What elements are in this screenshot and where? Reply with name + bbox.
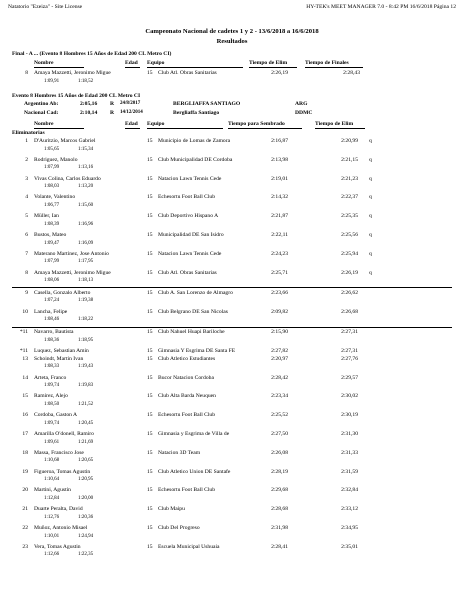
row-age: 15 <box>147 468 153 475</box>
final-col-underline <box>249 67 297 68</box>
row-name: Arteta, Franco <box>34 374 67 381</box>
row-split-1: 1:07,99 <box>44 165 60 171</box>
row-split-1: 1:09,74 <box>44 383 60 389</box>
event-col-underline <box>228 128 302 129</box>
row-age: 15 <box>147 308 153 315</box>
row-pos: *11 <box>19 347 28 354</box>
event-title: Evento 8 Hombres 15 Años de Edad 200 CL Metro CI <box>12 93 141 99</box>
row-split-2: 1:13,20 <box>78 184 94 190</box>
row-elim: 2:21,15 <box>341 156 358 163</box>
row-age: 15 <box>147 543 153 550</box>
row-split-1: 1:10,68 <box>44 458 60 464</box>
row-split-2: 1:18,95 <box>78 337 94 343</box>
row-elim: 2:21,23 <box>341 175 358 182</box>
row-split-2: 1:15,60 <box>78 202 94 208</box>
row-name: Amaya Mazzetti, Jeronimo Migue <box>34 70 111 76</box>
row-final: 2:28,43 <box>343 70 360 76</box>
row-pos: 19 <box>22 468 28 475</box>
row-split-2: 1:18,22 <box>78 317 94 323</box>
row-pos: 18 <box>22 449 28 456</box>
row-pos: 10 <box>22 308 28 315</box>
row-split-1: 1:09,61 <box>44 439 60 445</box>
row-pos: 7 <box>25 250 28 257</box>
row-split-1: 1:08,46 <box>44 317 60 323</box>
row-name: Volante, Valentino <box>34 194 76 201</box>
row-name: Vera, Tomas Agustin <box>34 543 81 550</box>
row-age: 15 <box>147 269 153 276</box>
row-seed: 2:26,08 <box>271 449 288 456</box>
row-age: 15 <box>147 506 153 513</box>
row-team: Club Nahuel Huapi Bariloche <box>158 329 225 335</box>
row-age: 15 <box>147 138 153 144</box>
row-elim: 2:25,94 <box>341 250 358 257</box>
row-name: Cordoba, Gaston A <box>34 412 78 419</box>
row-elim: 2:22,37 <box>341 194 358 201</box>
row-elim: 2:26,19 <box>341 269 358 276</box>
event-col-underline <box>125 128 140 129</box>
row-team: Club Deportivo Hispano A <box>158 213 219 220</box>
final-col-team: Equipo <box>147 60 165 66</box>
row-split-1: 1:09,91 <box>44 79 60 84</box>
row-pos: 6 <box>25 232 28 238</box>
row-seed: 2:28,68 <box>271 506 288 513</box>
row-team: Natacion Lawn Tennis Cede <box>158 250 222 257</box>
row-seed: 2:23,34 <box>271 393 288 400</box>
event-col-team: Equipo <box>147 121 165 127</box>
row-team: Club Atl. Obras Sanitarias <box>158 70 217 76</box>
row-qualifier: q <box>369 250 372 257</box>
row-age: 15 <box>147 393 153 400</box>
record-date: 24/8/2017 <box>120 101 141 106</box>
row-split-2: 1:19,83 <box>78 383 94 389</box>
row-pos: 8 <box>25 70 28 76</box>
row-pos: 21 <box>22 506 28 513</box>
final-col-name: Nombre <box>34 60 54 66</box>
row-team: Echesortu Foot Ball Club <box>158 412 216 419</box>
row-elim: 2:30,02 <box>341 393 358 400</box>
row-elim: 2:33,12 <box>341 506 358 513</box>
event-col-underline <box>147 128 223 129</box>
record-flag: R <box>110 110 115 116</box>
row-elim: 2:30,19 <box>341 412 358 419</box>
row-seed: 2:25,71 <box>271 269 288 276</box>
row-pos: 8 <box>25 269 28 276</box>
row-pos: 20 <box>22 487 28 494</box>
row-split-1: 1:12,84 <box>44 495 60 501</box>
event-col-age: Edad <box>125 121 138 127</box>
row-split-2: 1:20,95 <box>78 477 94 483</box>
row-split-1: 1:12,76 <box>44 514 60 520</box>
row-name: Navarro, Bautista <box>34 329 74 335</box>
event-col-name: Nombre <box>34 121 54 127</box>
row-name: D'Auritzio, Marcos Gabriel <box>34 138 96 144</box>
row-pos: 23 <box>22 543 28 550</box>
row-pos: 15 <box>22 393 28 400</box>
row-age: 15 <box>147 213 153 220</box>
row-team: Bucor Natacion Cordoba <box>158 374 214 381</box>
row-name: Muñoz, Antonio Misael <box>34 525 88 531</box>
row-split-1: 1:08,03 <box>44 184 60 190</box>
row-split-1: 1:05,65 <box>44 146 60 152</box>
row-team: Club Belgrano DE San Nicolas <box>158 308 228 315</box>
row-name: Casella, Gonzalo Alberto <box>34 289 91 296</box>
event-col-underline <box>34 128 84 129</box>
row-split-1: 1:10,01 <box>44 533 60 539</box>
row-elim: 2:26,19 <box>271 70 288 76</box>
row-seed: 2:25,52 <box>271 412 288 419</box>
row-split-2: 1:16,09 <box>78 240 94 246</box>
row-seed: 2:29,68 <box>271 487 288 494</box>
final-title: Final - A ... (Evento 8 Hombres 15 Años de Edad 200 CL Metro CI) <box>12 51 172 57</box>
row-split-1: 1:08,50 <box>44 401 60 407</box>
row-name: Materano Martinez, Jose Antonio <box>34 250 109 257</box>
row-pos: 13 <box>22 355 28 362</box>
row-split-1: 1:09,47 <box>44 240 60 246</box>
row-elim: 2:27,31 <box>341 347 358 354</box>
results-title: Resultados <box>216 38 248 45</box>
row-qualifier: q <box>369 194 372 201</box>
row-age: 15 <box>147 329 153 335</box>
row-separator <box>12 287 452 288</box>
row-seed: 2:09,82 <box>271 308 288 315</box>
row-seed: 2:23,66 <box>271 289 288 296</box>
row-seed: 2:28,42 <box>271 374 288 381</box>
row-qualifier: q <box>369 232 372 238</box>
row-age: 15 <box>147 289 153 296</box>
row-split-1: 1:08,36 <box>44 337 60 343</box>
final-col-elim: Tiempo de Elim <box>249 60 288 66</box>
row-split-2: 1:18,13 <box>78 278 94 284</box>
row-qualifier: q <box>369 213 372 220</box>
row-team: Club Alta Barda Neuquen <box>158 393 216 400</box>
row-team: Echesortu Foot Ball Club <box>158 194 216 201</box>
final-col-underline <box>147 67 243 68</box>
final-col-age: Edad <box>125 60 138 66</box>
row-name: Martini, Agustin <box>34 487 71 494</box>
row-team: Club Maipu <box>158 506 185 513</box>
row-pos: 22 <box>22 525 28 531</box>
section-heading: Eliminatorias <box>12 130 45 136</box>
row-seed: 2:27,50 <box>271 431 288 437</box>
row-age: 15 <box>147 355 153 362</box>
record-name: Bergliaffa Santiago <box>173 110 220 116</box>
row-elim: 2:26,62 <box>341 289 358 296</box>
row-elim: 2:34,95 <box>341 525 358 531</box>
row-elim: 2:29,57 <box>341 374 358 381</box>
record-date: 14/12/2014 <box>120 110 143 115</box>
row-split-2: 1:20,36 <box>78 514 94 520</box>
row-elim: 2:27,76 <box>341 355 358 362</box>
row-age: 15 <box>147 412 153 419</box>
row-name: Luquez, Sebastian Amin <box>34 347 89 354</box>
row-age: 15 <box>147 525 153 531</box>
row-name: Amarilla O'donell, Ramiro <box>34 431 94 437</box>
row-seed: 2:28,19 <box>271 468 288 475</box>
row-age: 15 <box>147 431 153 437</box>
row-split-1: 1:07,99 <box>44 259 60 265</box>
row-team: Municipalidad DE San Isidro <box>158 232 224 238</box>
row-split-2: 1:21,69 <box>78 439 94 445</box>
row-team: Club Atletico Union DE Santafe <box>158 468 231 475</box>
row-elim: 2:31,30 <box>341 431 358 437</box>
row-seed: 2:27,82 <box>271 347 288 354</box>
row-team: Club Municipalidad DE Cordoba <box>158 156 233 163</box>
row-age: 15 <box>147 232 153 238</box>
row-split-2: 1:18,52 <box>78 79 94 84</box>
page-header-right: HY-TEK's MEET MANAGER 7.0 - 8:42 PM 16/6/2018 Página 12 <box>306 4 456 10</box>
row-name: Lancha, Felipe <box>34 308 68 315</box>
row-seed: 2:14,32 <box>271 194 288 201</box>
row-seed: 2:31,98 <box>271 525 288 531</box>
meet-title: Campeonato Nacional de cadetes 1 y 2 - 13/6/2018 a 16/6/2018 <box>145 28 319 35</box>
row-split-1: 1:07,24 <box>44 298 60 304</box>
row-elim: 2:31,33 <box>341 449 358 456</box>
row-qualifier: q <box>369 269 372 276</box>
row-qualifier: q <box>369 175 372 182</box>
row-team: Club Atl. Obras Sanitarias <box>158 269 217 276</box>
row-team: Echesortu Foot Ball Club <box>158 487 216 494</box>
row-seed: 2:16,87 <box>271 138 288 144</box>
row-elim: 2:20,99 <box>341 138 358 144</box>
row-pos: 1 <box>25 138 28 144</box>
row-age: 15 <box>147 250 153 257</box>
row-elim: 2:31,59 <box>341 468 358 475</box>
row-age: 15 <box>147 70 153 76</box>
row-split-2: 1:24,94 <box>78 533 94 539</box>
row-split-1: 1:10,64 <box>44 477 60 483</box>
row-name: Bustos, Mateo <box>34 232 67 238</box>
row-split-1: 1:08,06 <box>44 278 60 284</box>
record-name: BERGLIAFFA SANTIAGO <box>173 101 241 107</box>
row-split-2: 1:19,38 <box>78 298 94 304</box>
record-label: Argentino Ab: <box>24 101 59 107</box>
row-split-1: 1:08,39 <box>44 221 60 227</box>
row-team: Gimnasia y Esgrima de Villa de <box>158 431 230 437</box>
record-time: 2:05,16 <box>80 101 98 107</box>
row-team: Club Del Progreso <box>158 525 200 531</box>
event-col-elim: Tiempo de Elim <box>315 121 354 127</box>
record-flag: R <box>110 101 115 107</box>
row-team: Club A. San Lorenzo de Almagro <box>158 289 233 296</box>
row-elim: 2:32,84 <box>341 487 358 494</box>
row-pos: 2 <box>25 156 28 163</box>
row-separator <box>12 327 452 328</box>
row-split-2: 1:19,43 <box>78 364 94 370</box>
row-team: Municipio de Lomas de Zamora <box>158 138 231 144</box>
row-split-1: 1:08,33 <box>44 364 60 370</box>
row-team: Club Atletico Estudiantes <box>158 355 216 362</box>
row-seed: 2:15,90 <box>271 329 288 335</box>
row-name: Massa, Francisco Jose <box>34 449 84 456</box>
row-split-2: 1:20,00 <box>78 495 94 501</box>
event-col-seed: Tiempo para Sembrado <box>228 121 285 127</box>
row-team: Natacion 3D Team <box>158 449 201 456</box>
row-elim: 2:25,56 <box>341 232 358 238</box>
row-split-2: 1:15,34 <box>78 146 94 152</box>
row-elim: 2:35,01 <box>341 543 358 550</box>
row-elim: 2:27,31 <box>341 329 358 335</box>
record-team: DDMC <box>295 110 313 116</box>
row-split-2: 1:20,65 <box>78 458 94 464</box>
row-elim: 2:26,68 <box>341 308 358 315</box>
row-name: Müller, Ian <box>34 213 59 220</box>
row-name: Amaya Mazzetti, Jeronimo Migue <box>34 269 111 276</box>
row-team: Escuela Municipal Ushuaia <box>158 543 220 550</box>
row-name: Duarte Peralta, David <box>34 506 83 513</box>
row-age: 15 <box>147 175 153 182</box>
final-col-final: Tiempo de Finales <box>305 60 349 66</box>
row-seed: 2:19,01 <box>271 175 288 182</box>
record-team: ARG <box>295 101 308 107</box>
record-time: 2:10,14 <box>80 110 98 116</box>
row-team: Natacion Lawn Tennis Cede <box>158 175 222 182</box>
row-age: 15 <box>147 194 153 201</box>
final-col-underline <box>125 67 140 68</box>
row-pos: 9 <box>25 289 28 296</box>
row-age: 15 <box>147 347 153 354</box>
row-pos: 5 <box>25 213 28 220</box>
row-age: 15 <box>147 487 153 494</box>
final-col-underline <box>34 67 84 68</box>
event-col-underline <box>315 128 365 129</box>
row-split-2: 1:13,16 <box>78 165 94 171</box>
row-split-1: 1:06,77 <box>44 202 60 208</box>
row-age: 15 <box>147 374 153 381</box>
row-name: Vivas Colina, Carlos Eduardo <box>34 175 101 182</box>
row-split-2: 1:21,52 <box>78 401 94 407</box>
row-split-2: 1:20,45 <box>78 420 94 426</box>
row-pos: 3 <box>25 175 28 182</box>
row-name: Rodriguez, Manolo <box>34 156 78 163</box>
row-split-1: 1:12,66 <box>44 552 60 558</box>
row-qualifier: q <box>369 156 372 163</box>
row-elim: 2:25,35 <box>341 213 358 220</box>
row-age: 15 <box>147 449 153 456</box>
row-seed: 2:13,98 <box>271 156 288 163</box>
row-split-2: 1:22,35 <box>78 552 94 558</box>
row-name: Schoindt, Martin Ivan <box>34 355 84 362</box>
row-pos: 4 <box>25 194 28 201</box>
row-split-1: 1:09,74 <box>44 420 60 426</box>
row-age: 15 <box>147 156 153 163</box>
row-split-2: 1:17,95 <box>78 259 94 265</box>
row-split-2: 1:16,96 <box>78 221 94 227</box>
row-seed: 2:28,41 <box>271 543 288 550</box>
row-name: Figueroa, Tomas Agustin <box>34 468 91 475</box>
row-qualifier: q <box>369 138 372 144</box>
page-header-left: Natatorio "Ezeiza" - Site License <box>8 4 83 10</box>
row-seed: 2:20,97 <box>271 355 288 362</box>
row-seed: 2:22,11 <box>271 232 288 238</box>
row-seed: 2:21,87 <box>271 213 288 220</box>
row-seed: 2:24,23 <box>271 250 288 257</box>
row-pos: 16 <box>22 412 28 419</box>
final-col-underline <box>305 67 363 68</box>
row-pos: 17 <box>22 431 28 437</box>
row-team: Gimnasia Y Esgrima DE Santa FE <box>158 347 236 354</box>
record-label: Nacional Cad: <box>24 110 59 116</box>
row-name: Ramirez, Alejo <box>34 393 68 400</box>
row-pos: 14 <box>22 374 28 381</box>
row-pos: *11 <box>19 329 28 335</box>
